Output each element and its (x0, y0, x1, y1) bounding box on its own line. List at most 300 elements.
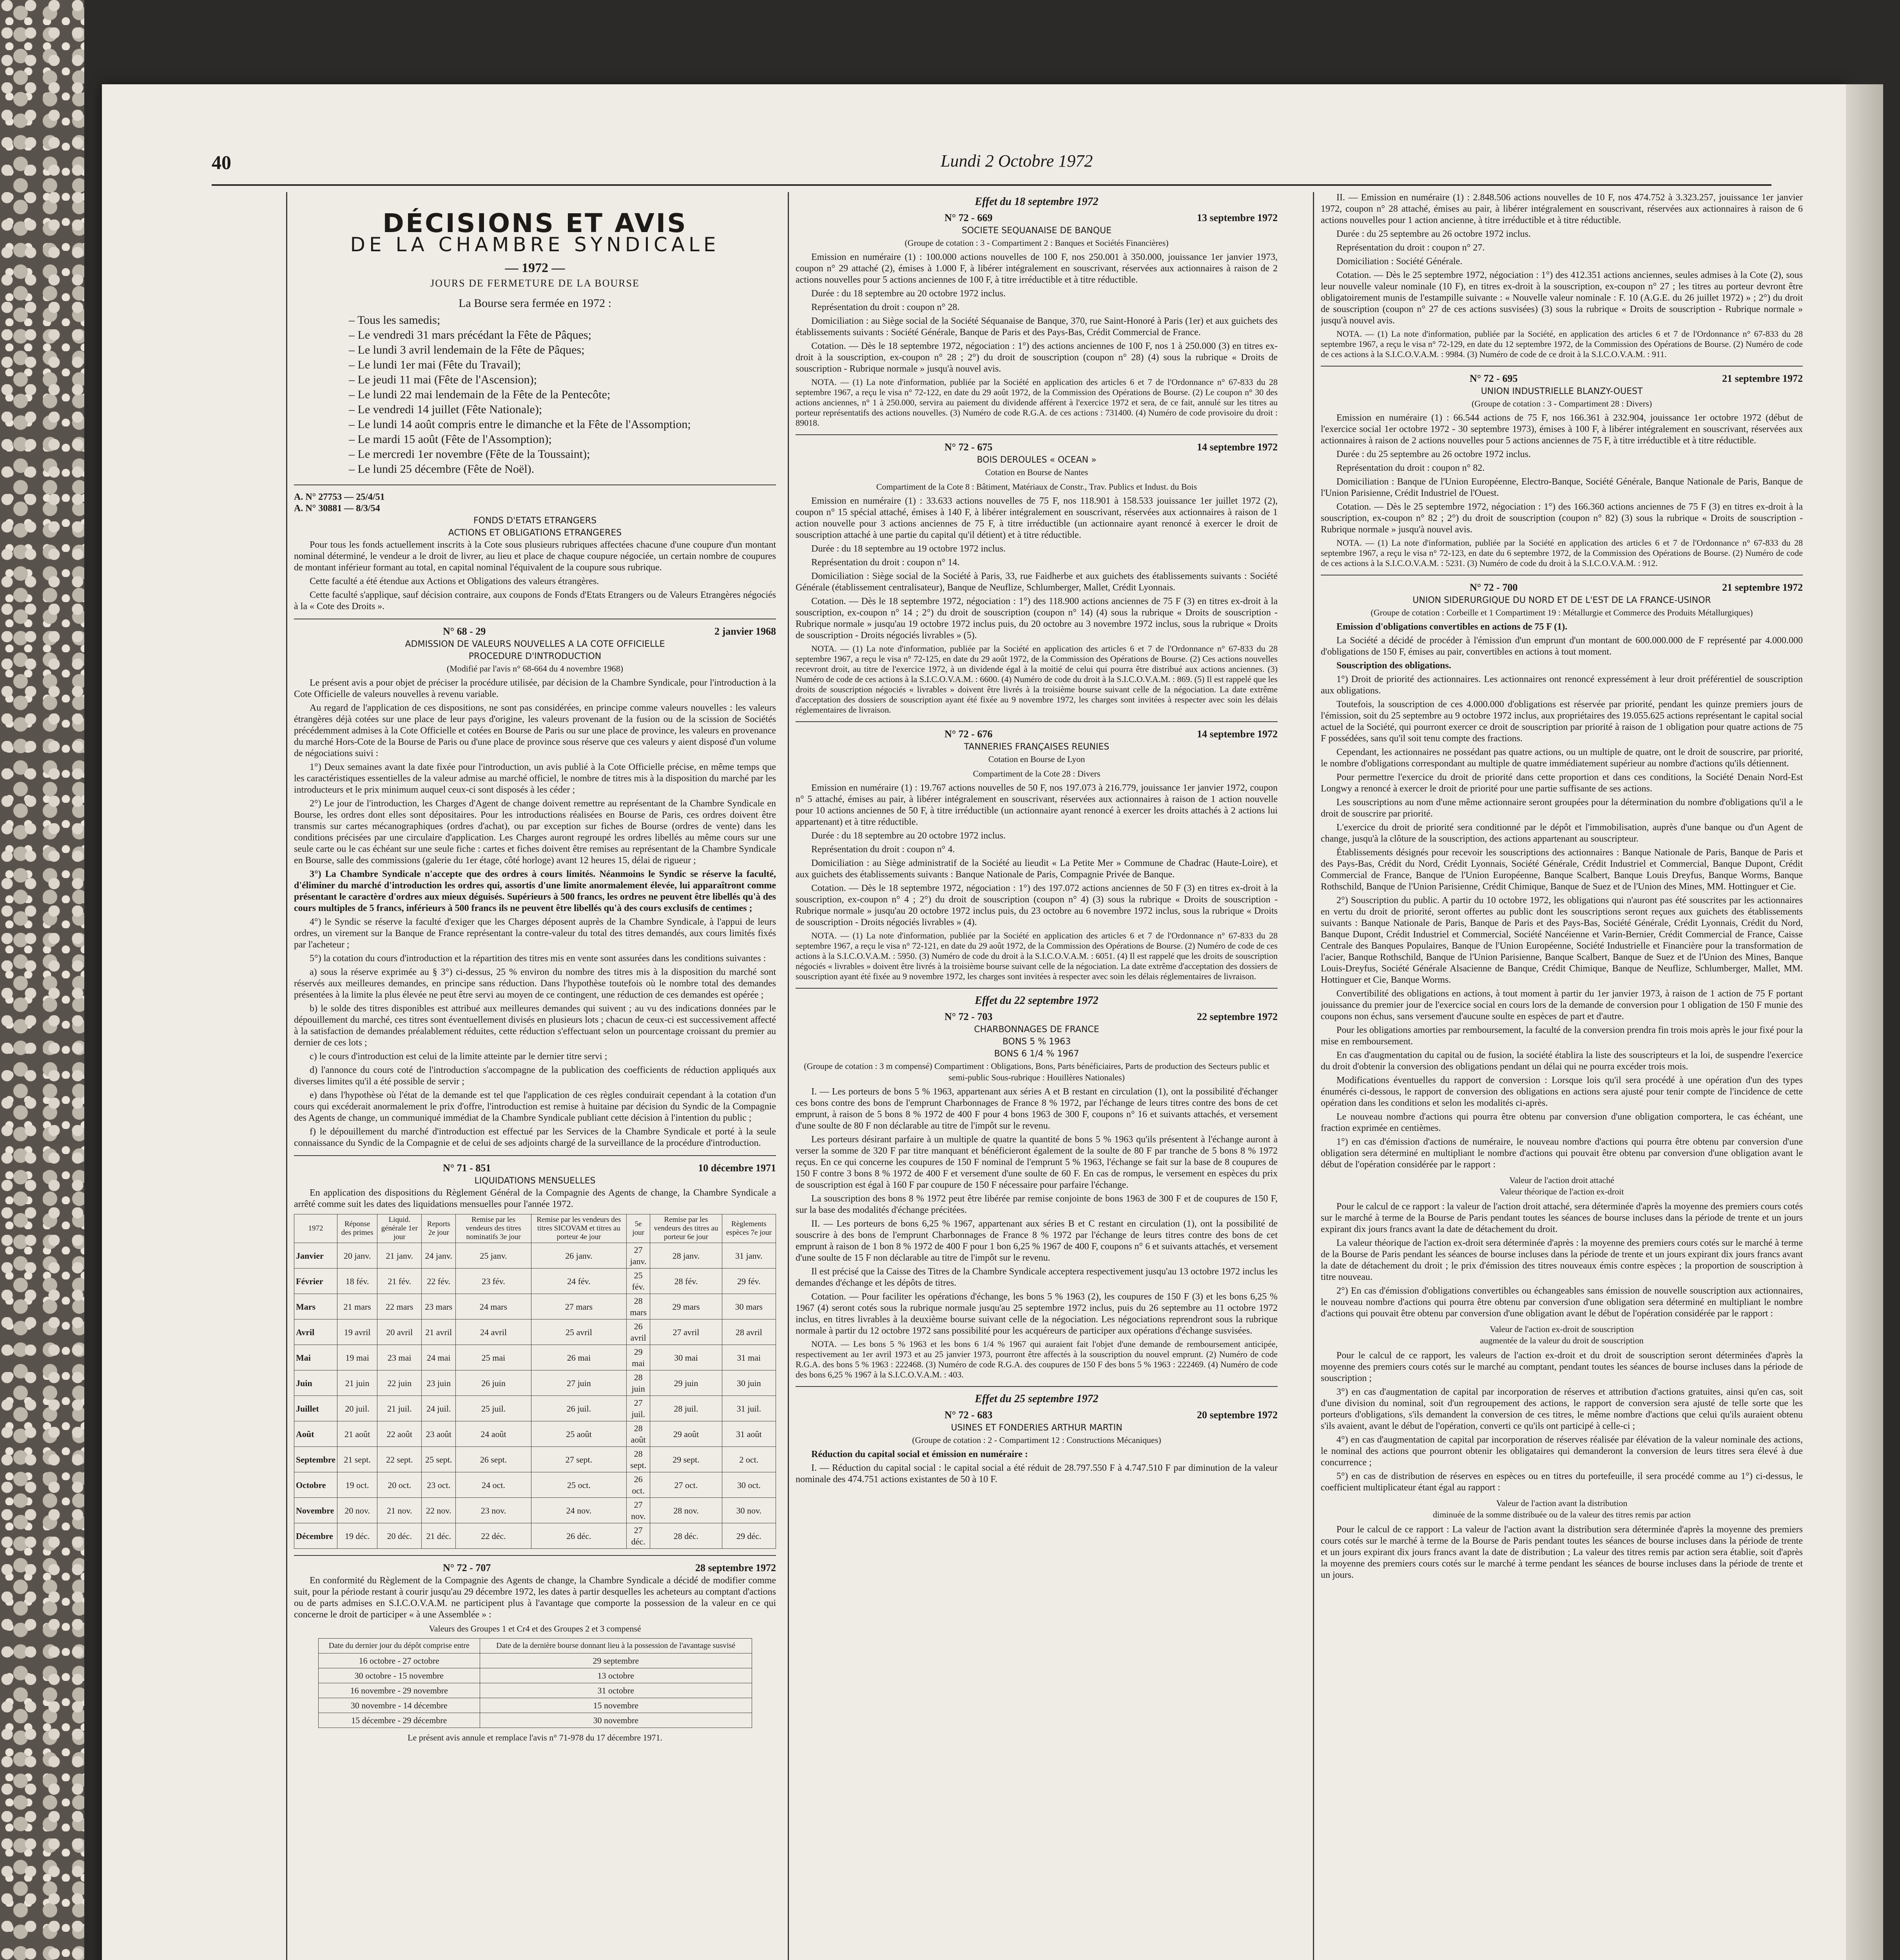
company-name: BOIS DEROULES « OCEAN » (977, 455, 1097, 465)
date-cell: 15 novembre (480, 1698, 752, 1713)
separator (796, 1386, 1278, 1387)
date-cell: 29 déc. (722, 1523, 776, 1549)
date-cell: 16 novembre - 29 novembre (318, 1683, 480, 1698)
date-cell: 23 mars (422, 1294, 456, 1319)
date-cell: 19 avril (337, 1319, 377, 1345)
section-subtitle: DE LA CHAMBRE SYNDICALE (350, 233, 720, 256)
date-cell: 21 août (337, 1421, 377, 1447)
avis-heading (796, 441, 1278, 453)
paragraph: f) le dépouillement du marché d'introduction est effectué par les Services de la Chambre Syndicale et porté à la seule connaissance du Syndic de la Compagnie et de celui de ses adjoints chargé de la surveillance de la procédure d'introduction. (294, 1127, 776, 1148)
avis-heading (294, 1162, 776, 1174)
paragraph: I. — Les porteurs de bons 5 % 1963, appartenant aux séries A et B restant en circulation (1), ont la possibilité d'échanger ces bons contre des bons de l'emprunt Charbonnages de France 8 % 1972, par l'échange de leurs titres contre des bons de cet emprunt, à raison de 5 bons 8 % 1972 de 400 F pour 4 bons 1963 de 300 F, coupons n° 16 et suivants attachés, et versement d'une soulte de 80 F non déclarable au titre de l'impôt sur le revenu. (796, 1087, 1278, 1131)
paragraph: a) sous la réserve exprimée au § 3°) ci-dessus, 25 % environ du nombre des titres mis à la disposition du marché sont réservés aux meilleures demandes, en principe sans réduction. Dans l'hypothèse toutefois où le nombre total des demandes présentées à la limite la plus élevée ne peut être servi au moyen de ce contingent, une réduction de ces demandes est opérée ; (294, 967, 776, 1000)
date-cell: 29 mars (650, 1294, 722, 1319)
date-cell: 2 oct. (722, 1447, 776, 1472)
date-cell: 21 nov. (377, 1498, 422, 1523)
date-cell: 23 nov. (456, 1498, 531, 1523)
header-rule (212, 184, 1771, 186)
date-cell: 28 nov. (650, 1498, 722, 1523)
page-edge (1846, 84, 1883, 1960)
date-cell: 21 juil. (377, 1396, 422, 1421)
paragraph: Cette faculté s'applique, sauf décision contraire, aux coupons de Fonds d'Etats Etrangers ou de Valeurs Etrangères négociés à la « Cote des Droits ». (294, 590, 776, 612)
table-row (294, 1370, 776, 1396)
page-number: 40 (212, 151, 231, 173)
date-cell: 19 déc. (337, 1523, 377, 1549)
paragraph: Pour tous les fonds actuellement inscrits à la Cote sous plusieurs rubriques affectées chacune d'une coupure d'un montant nominal déterminé, le vendeur a le droit de livrer, au lieu et place de chaque coupure négociée, un certain nombre de coupures de montant inférieur formant au total, en capital nominal l'équivalent de la coupure sous rubrique. (294, 540, 776, 573)
avis-number: N° 71 - 851 (443, 1162, 491, 1174)
date-cell: 27 janv. (626, 1243, 650, 1269)
avis-title: FONDS D'ETATS ETRANGERS (473, 516, 597, 526)
month-cell: Mars (294, 1294, 337, 1319)
avis-date: 14 septembre 1972 (1197, 728, 1278, 740)
holiday-list (349, 313, 776, 477)
date-cell: 22 août (377, 1421, 422, 1447)
bond-name: BONS 6 1/4 % 1967 (994, 1049, 1079, 1059)
exchange-note: Cotation en Bourse de Lyon (988, 754, 1085, 764)
separator (294, 1555, 776, 1556)
exchange-note: Cotation en Bourse de Nantes (985, 467, 1088, 477)
avis-date: 21 septembre 1972 (1722, 582, 1803, 593)
avis-72-683 (796, 1409, 1278, 1485)
month-cell: Juin (294, 1370, 337, 1396)
closing-intro: La Bourse sera fermée en 1972 : (459, 297, 611, 310)
ratio-denominator: diminuée de la somme distribuée ou de la valeur des titres remis par action (1433, 1510, 1691, 1519)
avis-date: 13 septembre 1972 (1197, 212, 1278, 223)
date-cell: 26 avril (626, 1319, 650, 1345)
date-cell: 23 fév. (456, 1269, 531, 1294)
table-row (294, 1523, 776, 1549)
paragraph: Représentation du droit : coupon n° 14. (811, 557, 960, 568)
date-cell: 24 mai (422, 1345, 456, 1370)
avis-72-700 (1321, 582, 1803, 1581)
paragraph: Cotation. — Pour faciliter les opérations d'échange, les bons 5 % 1963 (2), les coupures de 150 F (3) et les bons 6,25 % 1967 (4) seront cotés sous la rubrique normale jusqu'au 25 septembre 1972 inclus, puis du 26 septembre au 11 octobre 1972 inclus, en titres livrables à la deuxième bourse suivant celle de la négociation. Les négociations reprendront sous la rubrique normale à partir du 12 octobre 1972 sans possibilité pour les acquéreurs de participer aux opérations d'échange susvisées. (796, 1292, 1278, 1336)
avis-ref: A. N° 30881 — 8/3/54 (294, 503, 380, 514)
date-cell: 29 septembre (480, 1653, 752, 1668)
date-cell: 22 fév. (422, 1269, 456, 1294)
table-row (318, 1713, 752, 1728)
quotation-group: (Groupe de cotation : Corbeille et 1 Compartiment 19 : Métallurgie et Commerce des Produits Métallurgiques) (1371, 608, 1753, 617)
month-cell: Décembre (294, 1523, 337, 1549)
avis-heading (796, 1011, 1278, 1022)
date-cell: 25 juil. (456, 1396, 531, 1421)
date-cell: 30 nov. (722, 1498, 776, 1523)
paragraph: La Société a décidé de procéder à l'émission d'un emprunt d'un montant de 600.000.000 de F représenté par 4.000.000 d'obligations de 150 F, émises au pair, convertibles en actions à tout moment. (1321, 635, 1803, 657)
column-rule-left (286, 192, 287, 1960)
table-row (294, 1472, 776, 1498)
effect-heading: Effet du 18 septembre 1972 (975, 196, 1099, 208)
ratio-numerator: Valeur de l'action avant la distribution (1496, 1498, 1628, 1508)
date-cell: 26 juil. (531, 1396, 627, 1421)
date-cell: 23 oct. (422, 1472, 456, 1498)
month-cell: Février (294, 1269, 337, 1294)
paragraph: La valeur théorique de l'action ex-droit sera déterminée d'après : la moyenne des premiers cours cotés sur le marché à terme de la Bourse de Paris pendant les séances de bourse incluses dans la période de trente et un jours expirant dix jours francs avant la date de détachement du droit ; le prix d'émission des titres nouveaux émis contre espèces ; la proportion de souscription à titre nouveau. (1321, 1238, 1803, 1282)
table-caption: Valeurs des Groupes 1 et Cr4 et des Groupes 2 et 3 compensé (429, 1624, 641, 1633)
paragraph: Le présent avis a pour objet de préciser la procédure utilisée, par décision de la Chambre Syndicale, pour l'introduction à la Cote Officielle de valeurs nouvelles à revenu variable. (294, 678, 776, 699)
date-cell: 24 avril (456, 1319, 531, 1345)
avis-ref: A. N° 27753 — 25/4/51 (294, 492, 385, 502)
separator (294, 1155, 776, 1156)
list-item: – Tous les samedis; (349, 313, 776, 328)
date-cell: 23 août (422, 1421, 456, 1447)
section-title: DÉCISIONS ET AVIS (383, 208, 687, 238)
date-cell: 26 déc. (531, 1523, 627, 1549)
page-date: Lundi 2 Octobre 1972 (941, 151, 1093, 171)
paragraph: I. — Réduction du capital social : le capital social a été réduit de 28.797.550 F à 4.747.510 F par diminution de la valeur nominale des 474.751 actions existantes de 50 à 10 F. (796, 1463, 1278, 1485)
nota: NOTA. — Les bons 5 % 1963 et les bons 6 1/4 % 1967 qui auraient fait l'objet d'une demande de remboursement anticipée, respectivement au 1er avril 1973 et au 25 janvier 1973, pourront être affectés à la souscription du nouvel emprunt. (2) Numéro de code R.G.A. des bons 5 % 1963 : 222468. (3) Numéro de code R.G.A. des coupures de 150 F des bons 5 % 1963 : 222469. (4) Numéro de code des bons 6,25 % 1967 à la S.I.C.O.V.A.M. : 403. (796, 1339, 1278, 1379)
paragraph: Représentation du droit : coupon n° 4. (811, 844, 955, 855)
list-item: – Le lundi 22 mai lendemain de la Fête de la Pentecôte; (349, 387, 776, 402)
paragraph: Durée : du 25 septembre au 26 octobre 1972 inclus. (1336, 449, 1531, 459)
date-cell: 24 oct. (456, 1472, 531, 1498)
avis-72-707 (294, 1562, 776, 1743)
date-cell: 28 déc. (650, 1523, 722, 1549)
date-cell: 16 octobre - 27 octobre (318, 1653, 480, 1668)
date-cell: 23 mai (377, 1345, 422, 1370)
paragraph: 2°) Le jour de l'introduction, les Charges d'Agent de change doivent remettre au représentant de la Chambre Syndicale en Bourse, les ordres dont elles sont dépositaires. Pour les introductions réalisées en Bourse de Paris, ces ordres doivent être transmis sur cartes mécanographiques (ordres d'achat), ou par exception sur fiches de Bourse (ordres de vente) dans les conditions précisées par une circulaire d'application. Les Charges auront regroupé les ordres libellés au même cours sur une seule carte ou le cas échéant sur une seule fiche : cartes et fiches doivent être remises au représentant de la Chambre Syndicale en Bourse, salle des commissions (galerie du 1er étage, côté horloge) avant 12 heures 15, délai de rigueur ; (294, 799, 776, 866)
avis-number: N° 72 - 675 (945, 441, 993, 453)
avis-72-683-continued (1321, 192, 1803, 359)
date-cell: 19 oct. (337, 1472, 377, 1498)
paragraph: Établissements désignés pour recevoir les souscriptions des actionnaires : Banque Nationale de Paris, Banque de Paris et des Pays-Bas, Crédit du Nord, Crédit Lyonnais, Société Générale, Crédit Industriel et Commercial, Banque Dupont, Crédit Commercial de France, Banque de l'Union Européenne, Banque Scalbert, Banque Louis Dreyfus, Banque Worms, Banque Rothschild, Banque de l'Union Parisienne, Crédit Chimique, Banque de Suez et de l'Union des Mines, MM. Hottinguer et Cie. (1321, 848, 1803, 892)
month-cell: Juillet (294, 1396, 337, 1421)
date-cell: 27 avril (650, 1319, 722, 1345)
ratio-numerator: Valeur de l'action droit attaché (1509, 1175, 1614, 1185)
company-name: SOCIETE SEQUANAISE DE BANQUE (961, 226, 1112, 236)
year-heading: — 1972 — (505, 261, 565, 275)
avis-subtitle: PROCEDURE D'INTRODUCTION (468, 652, 602, 661)
table-row (294, 1269, 776, 1294)
paragraph: Représentation du droit : coupon n° 27. (1336, 243, 1485, 253)
table-header: Remise par les vendeurs des titres SICOVAM et titres au porteur 4e jour (531, 1214, 627, 1243)
column-2 (796, 192, 1278, 1960)
date-cell: 29 juin (650, 1370, 722, 1396)
date-cell: 31 août (722, 1421, 776, 1447)
paragraph: L'exercice du droit de priorité sera conditionné par le dépôt et l'immobilisation, auprès d'une banque ou d'un Agent de change, jusqu'à la clôture de la souscription, des actions appartenant au souscripteur. (1321, 822, 1803, 844)
date-cell: 24 août (456, 1421, 531, 1447)
closing-days-title: JOURS DE FERMETURE DE LA BOURSE (430, 278, 640, 289)
avis-72-703 (796, 1011, 1278, 1380)
table-header: 1972 (294, 1214, 337, 1243)
paragraph: Il est précisé que la Caisse des Titres de la Chambre Syndicale acceptera respectivement jusqu'au 13 octobre 1972 inclus les demandes d'échange et les dépôts de titres. (796, 1267, 1278, 1288)
marbled-binding (0, 0, 84, 1960)
assembly-dates-table (318, 1638, 752, 1728)
paragraph: Réduction du capital social et émission en numéraire : (811, 1449, 1028, 1459)
date-cell: 20 oct. (377, 1472, 422, 1498)
avis-number: N° 72 - 676 (945, 728, 993, 740)
table-header: Remise par les vendeurs des titres nominatifs 3e jour (456, 1214, 531, 1243)
date-cell: 30 novembre (480, 1713, 752, 1728)
paragraph: Cotation. — Dès le 18 septembre 1972, négociation : 1°) des actions anciennes de 100 F, nos 1 à 250.000 (3) en titres ex-droit à la souscription, ex-coupon n° 28 ; 2°) du droit de souscription (coupon n° 28) (4) sous la rubrique « Droits de souscription - Rubrique normale » jusqu'à nouvel avis. (796, 341, 1278, 374)
paragraph: Durée : du 18 septembre au 20 octobre 1972 inclus. (811, 289, 1006, 299)
paragraph: 1°) Deux semaines avant la date fixée pour l'introduction, un avis publié à la Cote Officielle précise, en même temps que les caractéristiques essentielles de la valeur admise au marché officiel, le nombre de titres mis à la disposition du marché par les introducteurs et le prix minimum auquel ceux-ci sont disposés à les céder ; (294, 762, 776, 795)
date-cell: 19 mai (337, 1345, 377, 1370)
effect-heading: Effet du 25 septembre 1972 (975, 1393, 1099, 1405)
effect-heading: Effet du 22 septembre 1972 (975, 995, 1099, 1007)
assembly-dates-body (318, 1653, 752, 1728)
date-cell: 29 mai (626, 1345, 650, 1370)
paragraph: Pour le calcul de ce rapport : la valeur de l'action droit attaché, sera déterminée d'après la moyenne des premiers cours cotés sur le marché à terme de la Bourse de Paris pendant toutes les séances de bourse incluses dans la période de trente et un jours expirant dix jours francs avant la date de détachement du droit. (1321, 1201, 1803, 1234)
date-cell: 25 janv. (456, 1243, 531, 1269)
date-cell: 26 janv. (531, 1243, 627, 1269)
date-cell: 13 octobre (480, 1668, 752, 1683)
paragraph: 4°) le Syndic se réserve la faculté d'exiger que les Charges déposent auprès de la Chambre Syndicale, à l'appui de leurs ordres, un virement sur la Banque de France représentant la contre-valeur du total des titres demandés, aux cours limités fixés par l'acheteur ; (294, 917, 776, 950)
date-cell: 27 oct. (650, 1472, 722, 1498)
date-cell: 28 sept. (626, 1447, 650, 1472)
paragraph: Durée : du 18 septembre au 19 octobre 1972 inclus. (811, 544, 1006, 554)
paragraph: Durée : du 18 septembre au 20 octobre 1972 inclus. (811, 831, 1006, 841)
paragraph: Cotation. — Dès le 25 septembre 1972, négociation : 1°) des 412.351 actions anciennes, seules admises à la Cote (2), sous leur nouvelle valeur nominale (10 F), en titres ex-droit à la souscription, ex-coupon n° 27 ; les titres au porteur devront être obligatoirement munis de l'estampille suivante : « Nouvelle valeur nominale : F. 10 (A.G.E. du 26 juillet 1972) » ; 2°) du droit de souscription (coupon n° 27 de ces actions susvisées) (3) sous la rubrique « Droits de souscription - Rubrique normale » jusqu'à nouvel avis. (1321, 270, 1803, 326)
paragraph: Convertibilité des obligations en actions, à tout moment à partir du 1er janvier 1973, à raison de 1 action de 75 F portant jouissance du premier jour de l'exercice social en cours lors de la demande de conversion pour 1 obligation de 150 F munie des coupons non échus, sans versement d'aucune soulte en espèces de part et d'autre. (1321, 989, 1803, 1022)
date-cell: 30 novembre - 14 décembre (318, 1698, 480, 1713)
list-item: – Le jeudi 11 mai (Fête de l'Ascension); (349, 372, 776, 387)
paragraph: c) le cours d'introduction est celui de la limite atteinte par le dernier titre servi ; (310, 1051, 607, 1062)
table-row (318, 1653, 752, 1668)
list-item: – Le lundi 14 août compris entre le dimanche et la Fête de l'Assomption; (349, 417, 776, 432)
avis-title: ADMISSION DE VALEURS NOUVELLES A LA COTE OFFICIELLE (405, 639, 665, 649)
avis-number: N° 72 - 703 (945, 1011, 993, 1022)
nota: NOTA. — (1) La note d'information, publiée par la Société en application des articles 6 et 7 de l'Ordonnance n° 67-833 du 28 septembre 1967, a reçu le visa n° 72-121, en date du 29 août 1972, de la Commission des Opérations de Bourse. (2) Numéro de code de ces actions à la S.I.C.O.V.A.M. : 5950. (3) Numéro de code du droit à la S.I.C.O.V.A.M. : 6051. (4) Il est rappelé que les droits de souscription négociés « livrables » doivent être livrés à la troisième bourse suivant celle de la négociation. La date extrême d'acceptation des dossiers de souscription ayant été fixée au 9 novembre 1972, les charges sont invitées à respecter avec soin les délais réglementaires de livraison. (796, 931, 1278, 981)
paragraph: Pour permettre l'exercice du droit de priorité dans cette proportion et dans ces conditions, la Société Denain Nord-Est Longwy a renoncé à exercer le droit de priorité pour une partie suffisante de ses actions. (1321, 772, 1803, 794)
date-cell: 21 avril (422, 1319, 456, 1345)
table-row (318, 1698, 752, 1713)
date-cell: 25 fév. (626, 1269, 650, 1294)
date-cell: 29 août (650, 1421, 722, 1447)
nota: NOTA. — (1) La note d'information, publiée par la Société en application des articles 6 et 7 de l'Ordonnance n° 67-833 du 28 septembre 1967, a reçu le visa n° 72-123, en date du 6 septembre 1972, de la Commission des Opérations de Bourse. (2) Numéro de code de ces actions à la S.I.C.O.V.A.M. : 5231. (3) Numéro de code du droit à la S.I.C.O.V.A.M. : 912. (1321, 538, 1803, 568)
date-cell: 28 juin (626, 1370, 650, 1396)
avis-title: ACTIONS ET OBLIGATIONS ETRANGERES (448, 528, 622, 538)
avis-date: 20 septembre 1972 (1197, 1409, 1278, 1421)
list-item: – Le lundi 3 avril lendemain de la Fête de Pâques; (349, 343, 776, 358)
avis-71-851 (294, 1162, 776, 1549)
avis-heading (294, 1562, 776, 1573)
nota: NOTA. — (1) La note d'information, publiée par la Société en application des articles 6 et 7 de l'Ordonnance n° 67-833 du 28 septembre 1967, a reçu le visa n° 72-125, en date du 29 août 1972, de la Commission des Opérations de Bourse. (2) Ces actions nouvelles recevront droit, au titre de l'exercice 1972, à un dividende égal à la moitié de celui qui pourra être distribué aux actions anciennes. (3) Numéro de code de ces actions à la S.I.C.O.V.A.M. : 6600. (4) Numéro de code du droit à la S.I.C.O.V.A.M. : 869. (5) Il est rappelé que les droits de souscription négociés « livrables » doivent être livrés à la troisième bourse suivant celle de la négociation. La date extrême d'acceptation des dossiers de souscription ayant été fixée au 9 novembre 1972, les charges sont invitées à respecter avec soin les délais réglementaires de livraison. (796, 644, 1278, 715)
avis-number: N° 68 - 29 (443, 626, 486, 637)
paragraph: Durée : du 25 septembre au 26 octobre 1972 inclus. (1336, 229, 1531, 239)
company-name: USINES ET FONDERIES ARTHUR MARTIN (951, 1423, 1122, 1433)
table-header: Date de la dernière bourse donnant lieu à la possession de l'avantage susvisé (480, 1639, 752, 1653)
date-cell: 24 janv. (422, 1243, 456, 1269)
date-cell: 18 fév. (337, 1269, 377, 1294)
paragraph: En cas d'augmentation du capital ou de fusion, la société établira la liste des souscripteurs et la loi, de suspendre l'exercice du droit d'obtenir la conversion des obligations pendant un délai qui ne pourra excéder trois mois. (1321, 1050, 1803, 1072)
avis-title: LIQUIDATIONS MENSUELLES (474, 1176, 596, 1186)
nota: NOTA. — (1) La note d'information, publiée par la Société en application des articles 6 et 7 de l'Ordonnance n° 67-833 du 28 septembre 1967, a reçu le visa n° 72-122, en date du 29 août 1972, de la Commission des Opérations de Bourse. (2) Le coupon n° 30 des actions anciennes, n° 1 à 250.000, servira au paiement du dividende afférent à l'exercice 1972 et sera, de ce fait, annulé sur les titres au porteur représentatifs des actions nouvelles. (3) Numéro de code R.G.A. de ces actions : 731400. (4) Numéro de code provisoire du droit : 89018. (796, 377, 1278, 428)
avis-68-29 (294, 626, 776, 1149)
avis-date: 2 janvier 1968 (714, 626, 776, 637)
paragraph: En application des dispositions du Règlement Général de la Compagnie des Agents de change, la Chambre Syndicale a arrêté comme suit les dates des liquidations mensuelles pour l'année 1972. (294, 1188, 776, 1209)
date-cell: 28 fév. (650, 1269, 722, 1294)
paragraph: 3°) La Chambre Syndicale n'accepte que des ordres à cours limités. Néanmoins le Syndic se réserve la faculté, d'éliminer du marché d'introduction les ordres qui, assortis d'une limite anormalement élevée, lui apparaîtront comme présentant le caractère d'ordres aux mieux déguisés. Supérieurs à 500 francs, les ordres ne peuvent être libellés qu'à des cours multiples de 5 francs, inférieurs à 500 francs ils ne peuvent être libellés qu'à des cours exclusifs de centimes ; (294, 869, 776, 913)
paragraph: d) l'annonce du cours coté de l'introduction s'accompagne de la publication des coefficients de réduction appliqués aux diverses limites qu'il a été possible de servir ; (294, 1065, 776, 1087)
date-cell: 20 nov. (337, 1498, 377, 1523)
avis-footer: Le présent avis annule et remplace l'avis n° 71-978 du 17 décembre 1971. (408, 1733, 662, 1742)
month-cell: Septembre (294, 1447, 337, 1472)
list-item: – Le lundi 1er mai (Fête du Travail); (349, 358, 776, 372)
avis-number: N° 72 - 695 (1470, 373, 1518, 384)
date-cell: 25 oct. (531, 1472, 627, 1498)
avis-heading (1321, 582, 1803, 593)
table-row (294, 1421, 776, 1447)
avis-72-676 (796, 728, 1278, 982)
table-header: Reports 2e jour (422, 1214, 456, 1243)
table-row (294, 1498, 776, 1523)
nota: NOTA. — (1) La note d'information, publiée par la Société, en application des articles 6 et 7 de l'Ordonnance n° 67-833 du 28 septembre 1967, a reçu le visa n° 72-129, en date du 12 septembre 1972, de la Commission des Opérations de Bourse. (2) Numéro de code de ces actions à la S.I.C.O.V.A.M. : 9984. (3) Numéro de code de ce droit à la S.I.C.O.V.A.M. : 911. (1321, 329, 1803, 359)
paragraph: Souscription des obligations. (1336, 661, 1451, 671)
page-header (212, 151, 1779, 182)
date-cell: 20 juil. (337, 1396, 377, 1421)
ratio-formula (1321, 1174, 1803, 1197)
company-name: CHARBONNAGES DE FRANCE (974, 1025, 1099, 1034)
date-cell: 25 mai (456, 1345, 531, 1370)
paragraph: Emission d'obligations convertibles en actions de 75 F (1). (1336, 622, 1568, 632)
date-cell: 31 juil. (722, 1396, 776, 1421)
table-row (294, 1319, 776, 1345)
quotation-group: (Groupe de cotation : 3 - Compartiment 2 : Banques et Sociétés Financières) (905, 238, 1169, 248)
separator (1321, 366, 1803, 367)
date-cell: 30 mars (722, 1294, 776, 1319)
quotation-group: Compartiment de la Cote 8 : Bâtiment, Matériaux de Constr., Trav. Publics et Indust. du Bois (876, 482, 1197, 492)
date-cell: 27 juin (531, 1370, 627, 1396)
date-cell: 30 mai (650, 1345, 722, 1370)
date-cell: 26 mai (531, 1345, 627, 1370)
month-cell: Août (294, 1421, 337, 1447)
date-cell: 31 octobre (480, 1683, 752, 1698)
list-item: – Le lundi 25 décembre (Fête de Noël). (349, 462, 776, 477)
table-header: Liquid. générale 1er jour (377, 1214, 422, 1243)
ratio-formula (1321, 1323, 1803, 1346)
quotation-group: Compartiment de la Cote 28 : Divers (973, 769, 1100, 779)
date-cell: 28 avril (722, 1319, 776, 1345)
paragraph: Le nouveau nombre d'actions qui pourra être obtenu par conversion d'une obligation comportera, le cas échéant, une fraction exprimée en centièmes. (1321, 1112, 1803, 1133)
month-cell: Novembre (294, 1498, 337, 1523)
date-cell: 22 juin (377, 1370, 422, 1396)
column-1 (294, 192, 776, 1960)
paragraph: Emission en numéraire (1) : 66.544 actions de 75 F, nos 166.361 à 232.904, jouissance 1er octobre 1972 (début de l'exercice social 1er octobre 1972 - 30 septembre 1973), émises à 100 F, à libérer intégralement en souscrivant, réservées aux actionnaires à raison de 2 actions nouvelles pour 5 actions anciennes de 75 F, à titre irréductible et à titre réductible. (1321, 413, 1803, 446)
date-cell: 20 avril (377, 1319, 422, 1345)
table-row (294, 1447, 776, 1472)
date-cell: 26 sept. (456, 1447, 531, 1472)
liquidation-table (294, 1214, 776, 1549)
month-cell: Octobre (294, 1472, 337, 1498)
company-name: UNION INDUSTRIELLE BLANZY-OUEST (1481, 387, 1643, 396)
table-header: Réponse des primes (337, 1214, 377, 1243)
paragraph: Cotation. — Dès le 18 septembre 1972, négociation : 1°) des 118.900 actions anciennes de 75 F (3) en titres ex-droit à la souscription, ex-coupon n° 14 ; 2°) du droit de souscription (coupon n° 14) (4) sous la rubrique « Droits de souscription - Rubrique normale » jusqu'au 19 octobre 1972 inclus puis, du 20 octobre au 3 novembre 1972 inclus, sous la rubrique « Droits de souscription - Droits négociés livrables » (5). (796, 596, 1278, 641)
date-cell: 30 octobre - 15 novembre (318, 1668, 480, 1683)
paragraph: Domiciliation : au Siège social de la Société Séquanaise de Banque, 370, rue Saint-Honoré à Paris (1er) et aux guichets des établissements suivants : Société Générale, Banque de Paris et des Pays-Bas, Crédit Commercial de France. (796, 316, 1278, 338)
date-cell: 21 janv. (377, 1243, 422, 1269)
table-header: 5e jour (626, 1214, 650, 1243)
paragraph: Cotation. — Dès le 18 septembre 1972, négociation : 1°) des 197.072 actions anciennes de 50 F (3) en titres ex-droit à la souscription, ex-coupon n° 4 ; 2°) du droit de souscription (coupon n° 4) (3) sous la rubrique « Droits de souscription - Rubrique normale » jusqu'au 20 octobre 1972 inclus puis, du 23 octobre au 6 novembre 1972 inclus, sous la rubrique « Droits de souscription - Droits négociés livrables » (4). (796, 883, 1278, 927)
paragraph: e) dans l'hypothèse où l'état de la demande est tel que l'application de ces règles conduirait cependant à la cotation d'un cours qui excéderait anormalement le prix d'offre, l'introduction est remise à huitaine par décision du Syndic de la Compagnie des Agents de change, un communiqué immédiat de la Chambre Syndicale publiant cette décision à l'intention du public ; (294, 1090, 776, 1123)
avis-72-669 (796, 212, 1278, 428)
paragraph: 3°) en cas d'augmentation de capital par incorporation de réserves et attribution d'actions gratuites, ainsi qu'en cas, soit d'une division du nominal, soit d'un regroupement des actions, le rapport de conversion sera ajusté de telle sorte que les porteurs d'obligations, s'ils demandent la conversion de ces titres, le même nombre d'actions que celui qu'ils auraient obtenu s'ils avaient, avant le début de l'opération, converti ce qu'ils ont participé à celle-ci ; (1321, 1387, 1803, 1431)
avis-heading (796, 728, 1278, 740)
avis-date: 22 septembre 1972 (1197, 1011, 1278, 1022)
table-row (318, 1683, 752, 1698)
list-item: – Le vendredi 31 mars précédant la Fête de Pâques; (349, 328, 776, 343)
date-cell: 26 oct. (626, 1472, 650, 1498)
date-cell: 21 fév. (377, 1269, 422, 1294)
table-header-row (294, 1214, 776, 1243)
date-cell: 23 juin (422, 1370, 456, 1396)
table-row (318, 1668, 752, 1683)
paragraph: Emission en numéraire (1) : 33.633 actions nouvelles de 75 F, nos 118.901 à 158.533 jouissance 1er juillet 1972 (2), coupon n° 15 spécial attaché, émises à 140 F, à libérer intégralement en souscrivant, réservées aux actionnaires à raison de 1 action nouvelle pour 3 actions anciennes de 75 F, à titre irréductible (un actionnaire ayant renoncé à exercer le droit de souscription attaché à une partie du capital qu'il détient) et à titre réductible. (796, 496, 1278, 540)
date-cell: 29 sept. (650, 1447, 722, 1472)
paragraph: En conformité du Règlement de la Compagnie des Agents de change, la Chambre Syndicale a décidé de modifier comme suit, pour la période restant à courir jusqu'au 29 décembre 1972, les dates à partir desquelles les acheteurs au comptant d'actions ou de parts admises en S.I.C.O.V.A.M. ne participent plus à l'avantage que comporte la possession de la valeur en ce qui concerne le droit de participer « à une Assemblée » : (294, 1575, 776, 1620)
paragraph: Toutefois, la souscription de ces 4.000.000 d'obligations est réservée par priorité, pendant les quinze premiers jours de l'émission, soit du 25 septembre au 9 octobre 1972 inclus, aux propriétaires des 19.055.625 actions représentant le capital social actuel de la Société, qui pourront exercer ce droit de souscription par priorité à raison de 1 obligation pour quatre actions de 75 F possédées, sans qu'il soit tenu compte des fractions. (1321, 699, 1803, 744)
paragraph: 5°) la cotation du cours d'introduction et la répartition des titres mis en vente sont assurées dans les conditions suivantes : (310, 953, 766, 964)
month-cell: Mai (294, 1345, 337, 1370)
quotation-group: (Groupe de cotation : 3 m compensé) Compartiment : Obligations, Bons, Parts bénéficiaires, Parts de production des Secteurs public et semi-public Sous-rubrique : Houillères Nationales) (804, 1061, 1269, 1082)
liquidation-table-body (294, 1243, 776, 1549)
date-cell: 22 sept. (377, 1447, 422, 1472)
avis-72-675 (796, 441, 1278, 715)
month-cell: Janvier (294, 1243, 337, 1269)
list-item: – Le mercredi 1er novembre (Fête de la Toussaint); (349, 447, 776, 462)
table-row (294, 1345, 776, 1370)
table-row (294, 1243, 776, 1269)
paragraph: Les porteurs désirant parfaire à un multiple de quatre la quantité de bons 5 % 1963 qu'ils présentent à l'échange auront à verser la somme de 320 F par titre manquant et bénéficieront également de la soulte de 80 F par tranche de 5 bons 8 % 1972 reçus. En ce qui concerne les coupures de 150 F nominal de l'emprunt 5 % 1963, l'échange se fait sur la base de 8 coupures de 150 F contre 3 bons 8 % 1972 de 400 F et versement d'une soulte de 60 F. En cas de rompus, le versement en espèces du prix de souscription est égal à 160 F par coupure de 150 F nécessaire pour parfaire l'échange. (796, 1134, 1278, 1190)
date-cell: 30 juin (722, 1370, 776, 1396)
column-3 (1321, 192, 1803, 1960)
avis-number: N° 72 - 669 (945, 212, 993, 223)
paragraph: La souscription des bons 8 % 1972 peut être libérée par remise conjointe de bons 1963 de 300 F et de coupures de 150 F, sur la base des modalités d'échange précitées. (796, 1194, 1278, 1215)
quotation-group: (Groupe de cotation : 2 - Compartiment 12 : Constructions Mécaniques) (912, 1435, 1161, 1445)
paragraph: Pour les obligations amorties par remboursement, la faculté de la conversion prendra fin trois mois après le jour fixé pour la mise en remboursement. (1321, 1025, 1803, 1047)
avis-date: 21 septembre 1972 (1722, 373, 1803, 384)
date-cell: 30 oct. (722, 1472, 776, 1498)
date-cell: 28 août (626, 1421, 650, 1447)
avis-date: 28 septembre 1972 (695, 1562, 776, 1573)
column-rule-1 (788, 192, 789, 1960)
date-cell: 27 mars (531, 1294, 627, 1319)
date-cell: 21 déc. (422, 1523, 456, 1549)
date-cell: 24 juil. (422, 1396, 456, 1421)
date-cell: 22 déc. (456, 1523, 531, 1549)
table-header: Remise par les vendeurs des titres au porteur 6e jour (650, 1214, 722, 1243)
paragraph: Domiciliation : Banque de l'Union Européenne, Electro-Banque, Société Générale, Banque Nationale de Paris, Banque de l'Union Parisienne, Crédit Industriel de l'Ouest. (1321, 477, 1803, 498)
date-cell: 26 juin (456, 1370, 531, 1396)
ratio-denominator: augmentée de la valeur du droit de souscription (1480, 1336, 1644, 1345)
date-cell: 24 fév. (531, 1269, 627, 1294)
date-cell: 27 déc. (626, 1523, 650, 1549)
table-header: Règlements espèces 7e jour (722, 1214, 776, 1243)
paragraph: Emission en numéraire (1) : 19.767 actions nouvelles de 50 F, nos 197.073 à 216.779, jouissance 1er janvier 1972, coupon n° 5 attaché, émises au pair, à libérer intégralement en souscrivant, réservées aux actionnaires à raison de 1 action nouvelle pour 10 actions anciennes de 50 F, à titre irréductible (un actionnaire ayant renoncé à exercer les droits attachés à 2 actions lui appartenant) et à titre réductible. (796, 783, 1278, 827)
paragraph: 4°) en cas d'augmentation de capital par incorporation de réserves réalisée par élévation de la valeur nominale des actions, le nominal des actions que pourront obtenir les obligataires qui demanderont la conversion de leurs titres sera élevé à due concurrence ; (1321, 1435, 1803, 1468)
separator (796, 988, 1278, 989)
paragraph: II. — Emission en numéraire (1) : 2.848.506 actions nouvelles de 10 F, nos 474.752 à 3.323.257, jouissance 1er janvier 1972, coupon n° 28 attaché, émises au pair, à libérer intégralement en souscrivant, réservées aux actionnaires à raison de 6 actions nouvelles pour 1 action ancienne, à titre irréductible et à titre réductible. (1321, 192, 1803, 225)
date-cell: 20 déc. (377, 1523, 422, 1549)
avis-date: 14 septembre 1972 (1197, 441, 1278, 453)
paragraph: 5°) en cas de distribution de réserves en espèces ou en titres du portefeuille, il sera procédé comme au 1°) ci-dessus, le coefficient multiplicateur étant égal au rapport : (1321, 1471, 1803, 1493)
date-cell: 28 juil. (650, 1396, 722, 1421)
date-cell: 25 août (531, 1421, 627, 1447)
date-cell: 28 janv. (650, 1243, 722, 1269)
list-item: – Le vendredi 14 juillet (Fête Nationale); (349, 402, 776, 417)
paragraph: 1°) en cas d'émission d'actions de numéraire, le nouveau nombre d'actions qui pourra être obtenu par conversion d'une obligation sera déterminé en multipliant le nombre d'actions qui pouvait être obtenu par conversion d'une obligation avant le début de l'opération considérée par le rapport : (1321, 1137, 1803, 1170)
date-cell: 28 mars (626, 1294, 650, 1319)
paragraph: Emission en numéraire (1) : 100.000 actions nouvelles de 100 F, nos 250.001 à 350.000, jouissance 1er janvier 1973, coupon n° 29 attaché (2), émises à 1.000 F, à libérer intégralement en souscrivant, réservées aux actionnaires à raison de 2 actions nouvelles pour 5 actions anciennes de 100 F, à titre irréductible et à titre réductible. (796, 252, 1278, 285)
month-cell: Avril (294, 1319, 337, 1345)
avis-fonds-etrangers (294, 492, 776, 612)
bond-name: BONS 5 % 1963 (1002, 1037, 1071, 1047)
date-cell: 27 nov. (626, 1498, 650, 1523)
table-row (294, 1294, 776, 1319)
paragraph: 1°) Droit de priorité des actionnaires. Les actionnaires ont renoncé expressément à leur droit préférentiel de souscription aux obligations. (1321, 674, 1803, 696)
company-name: TANNERIES FRANÇAISES REUNIES (964, 742, 1110, 752)
date-cell: 24 nov. (531, 1498, 627, 1523)
separator (796, 721, 1278, 722)
ratio-numerator: Valeur de l'action ex-droit de souscription (1490, 1324, 1634, 1334)
